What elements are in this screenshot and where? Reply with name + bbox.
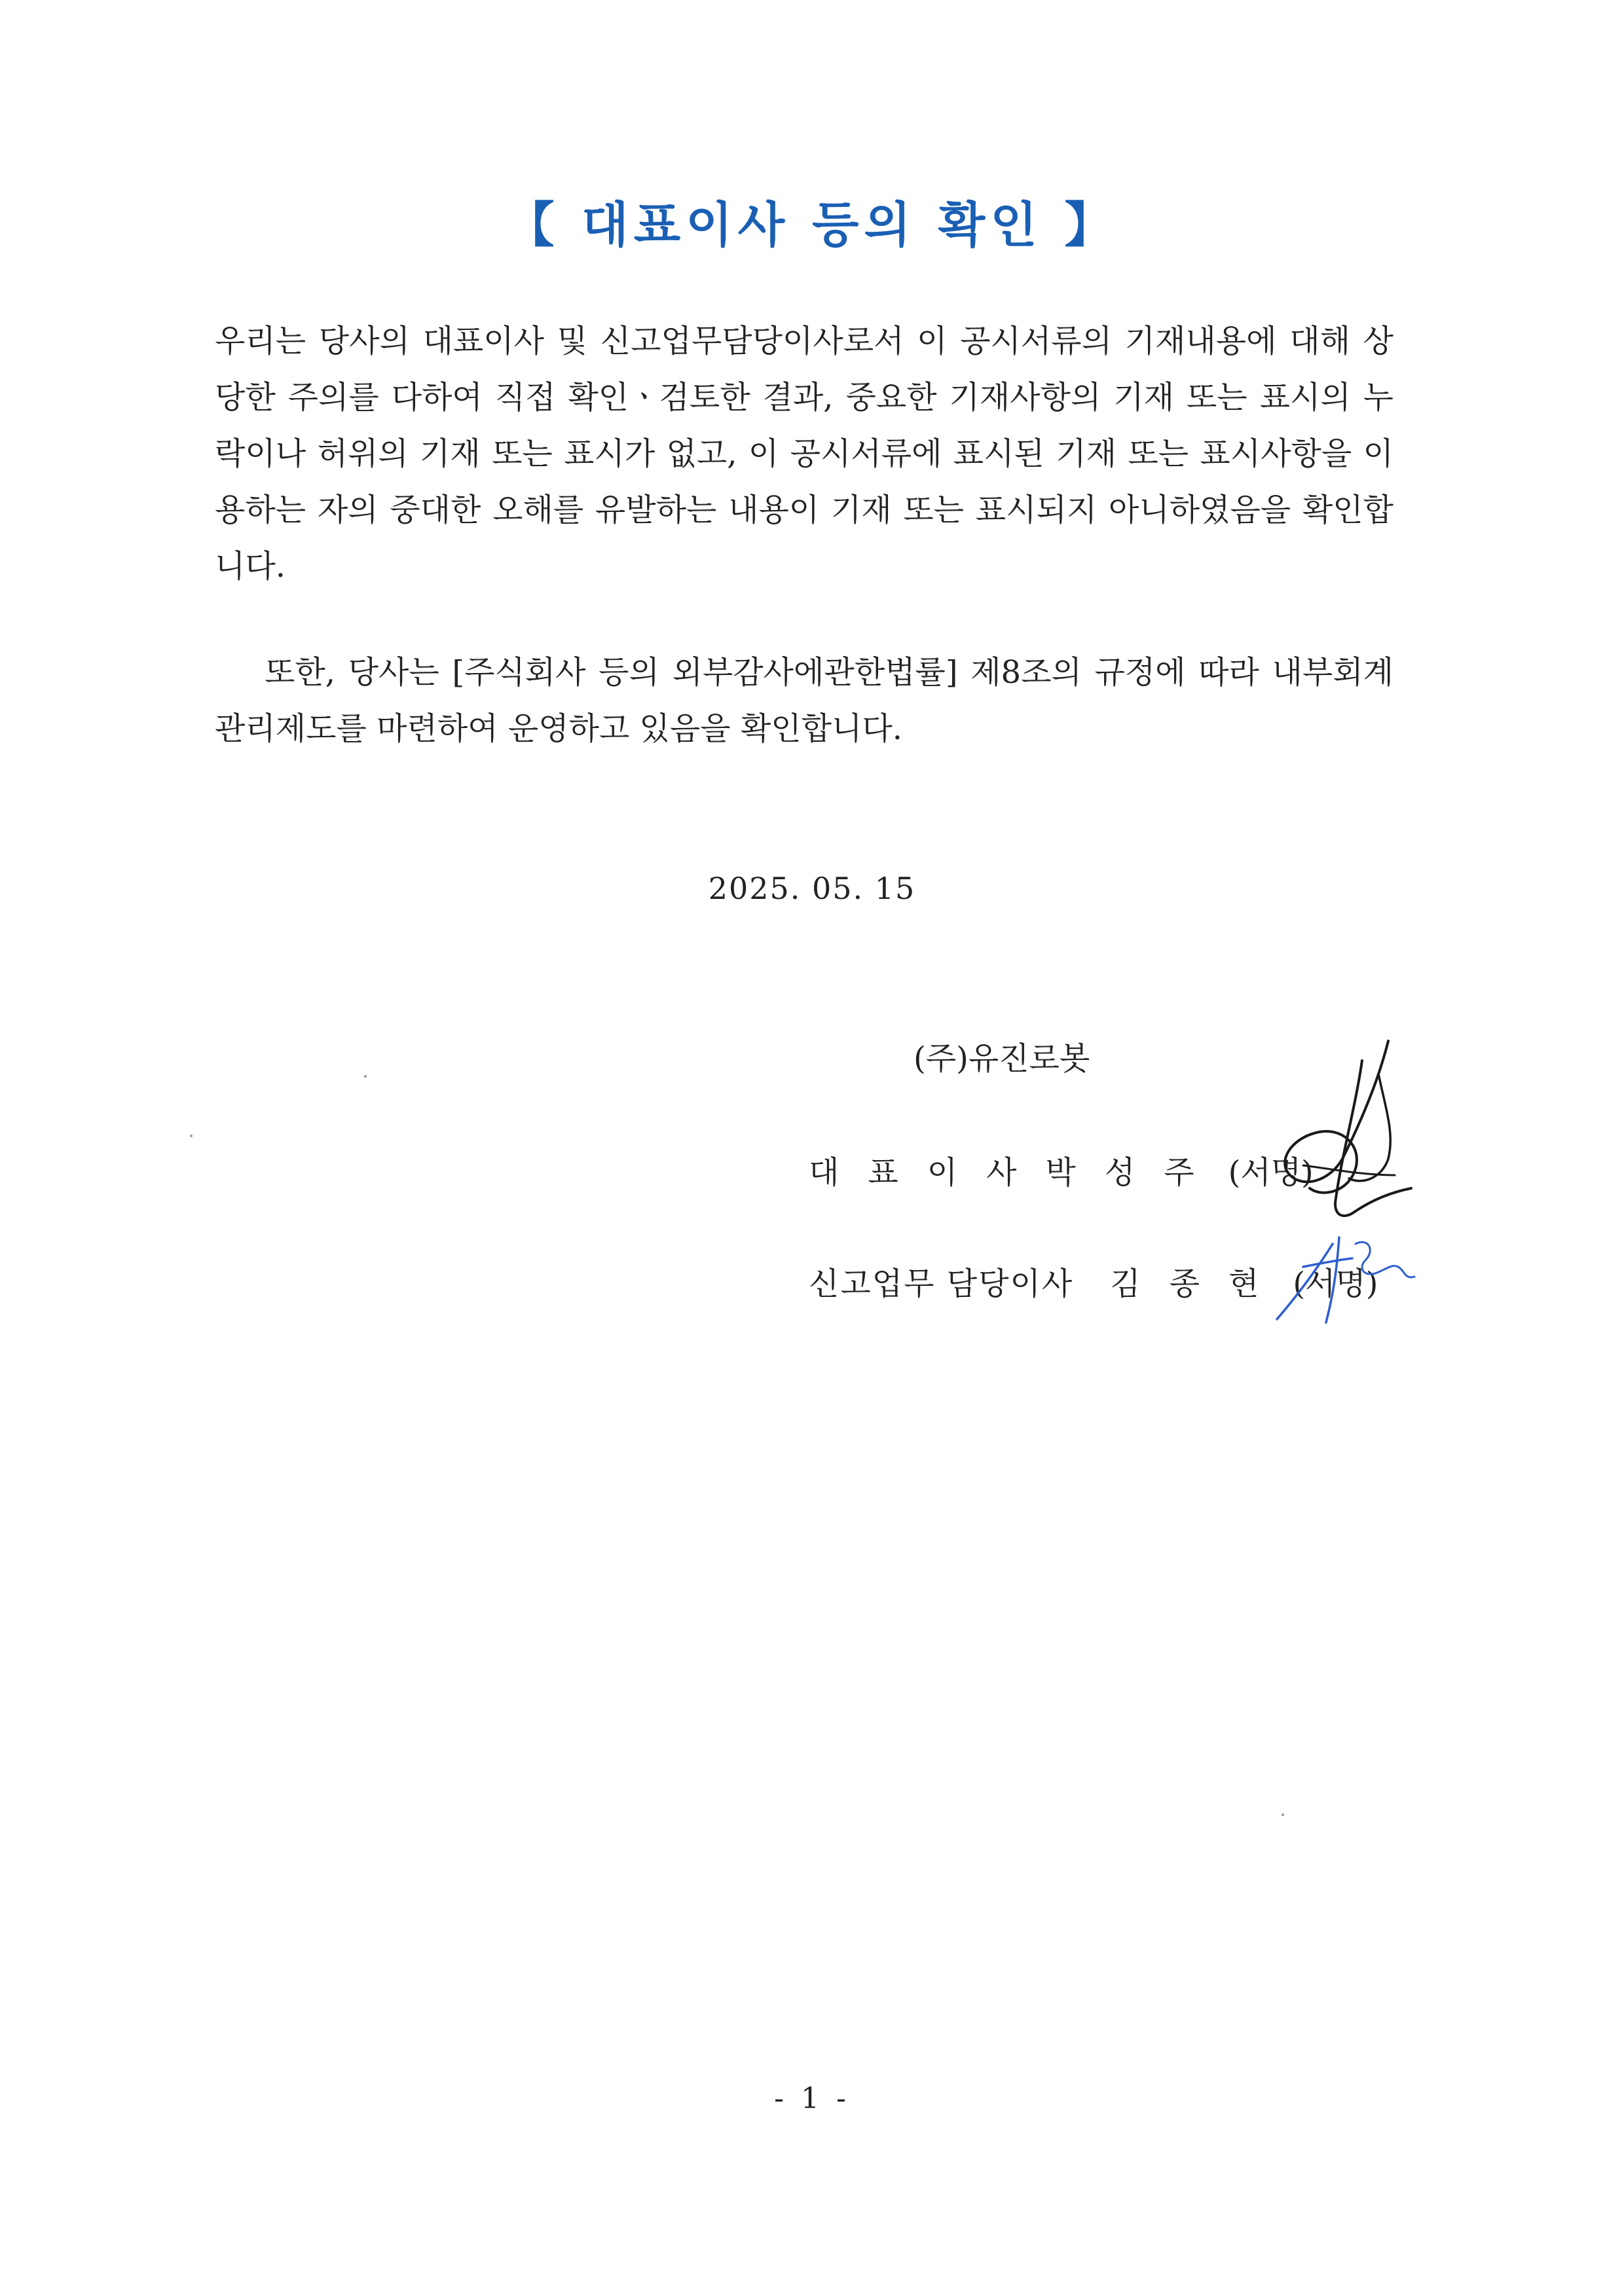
sign-mark: (서명) <box>1228 1154 1314 1191</box>
internal-control-paragraph: 또한, 당사는 [주식회사 등의 외부감사에관한법률] 제8조의 규정에 따라 내부회계관리제도를 마련하여 운영하고 있음을 확인합니다. <box>215 654 1393 747</box>
document-title: 【 대표이사 등의 확인 】 <box>506 197 1118 253</box>
scan-speck <box>364 1075 367 1078</box>
sign-mark: (서명) <box>1293 1266 1378 1302</box>
scan-speck <box>1282 1813 1284 1816</box>
signatory-role: 대표이사 <box>809 1154 1046 1191</box>
ceo-handwritten-signature <box>1264 1034 1434 1237</box>
document-date: 2025. 05. 15 <box>708 871 916 906</box>
confirmation-paragraph: 우리는 당사의 대표이사 및 신고업무담당이사로서 이 공시서류의 기재내용에 대해 상당한 주의를 다하여 직접 확인ㆍ검토한 결과, 중요한 기재사항의 기재 또는 표시의 누락이나 허위의 기재 또는 표시가 없고, 이 공시서류에 표시된 기재 또는 표시사항을 이용하는 자의 중대한 오해를 유발하는 내용이 기재 또는 표시되지 아니하였음을 확인합니다. <box>215 323 1393 585</box>
signatory-name: 박성주 <box>1045 1154 1223 1191</box>
signatory-row-disclosure-officer <box>809 1258 1378 1303</box>
company-name: (주)유진로봇 <box>913 1040 1090 1077</box>
signatory-row-ceo <box>809 1147 1314 1192</box>
signatory-name: 김종현 <box>1110 1266 1288 1302</box>
signatory-role: 신고업무 담당이사 <box>809 1266 1074 1302</box>
scan-speck <box>190 1135 193 1137</box>
page-number: - 1 - <box>774 2082 850 2115</box>
